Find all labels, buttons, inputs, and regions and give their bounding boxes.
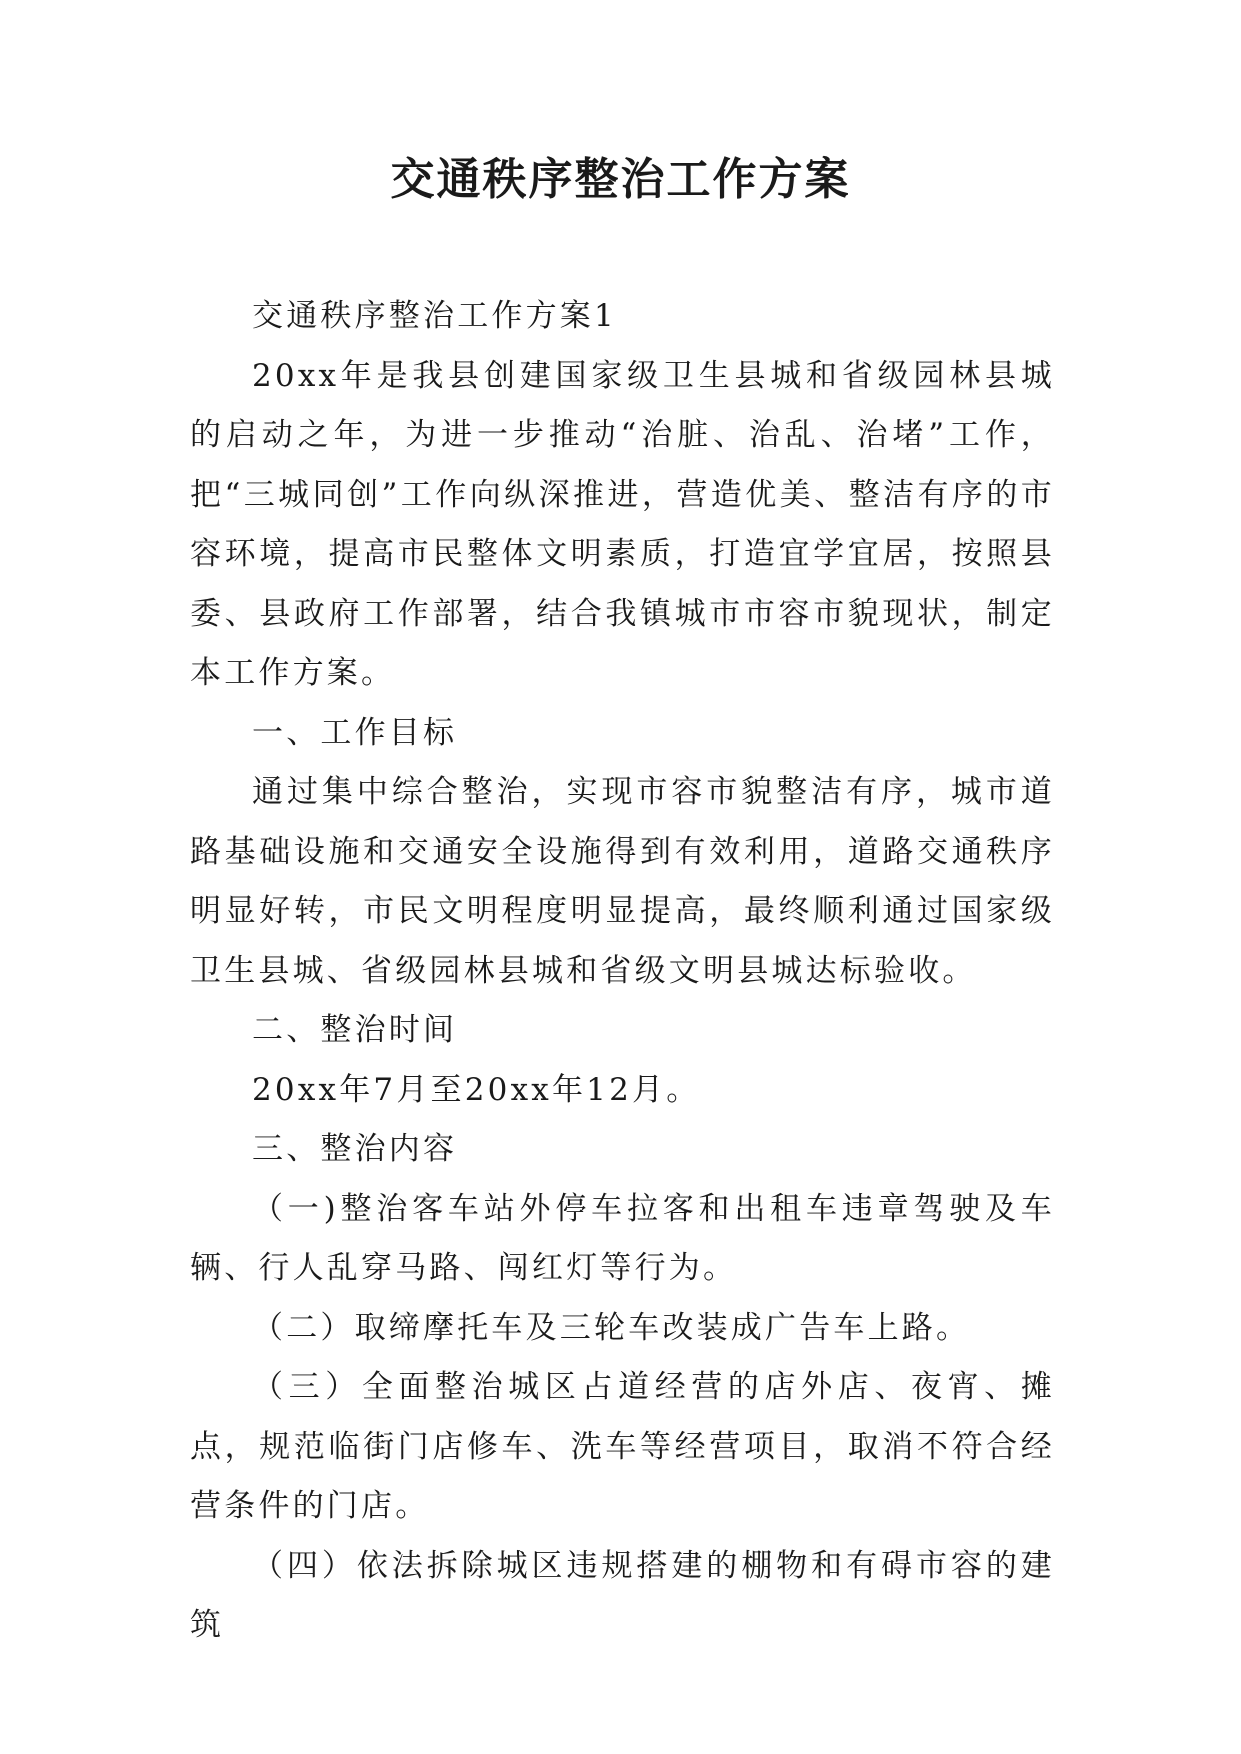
section-heading-content: 三、整治内容 [252,1131,458,1167]
section-heading-time: 二、整治时间 [252,1012,458,1048]
content-item-4: （四）依法拆除城区违规搭建的棚物和有碍市容的建筑 [190,1547,1055,1643]
time-paragraph: 20xx年7月至20xx年12月。 [252,1071,701,1108]
goals-paragraph: 通过集中综合整治，实现市容市貌整洁有序，城市道路基础设施和交通安全设施得到有效利用，道路交通秩序明显好转，市民文明程度明显提高，最终顺利通过国家级卫生县城、省级园林县城和省级文明县城达标验收。 [190,774,1055,989]
content-item-1: （一)整治客车站外停车拉客和出租车违章驾驶及车辆、行人乱穿马路、闯红灯等行为。 [190,1190,1055,1286]
section-heading-goals: 一、工作目标 [252,714,458,751]
subtitle-paragraph: 交通秩序整治工作方案1 [252,298,617,334]
content-item-2: （二）取缔摩托车及三轮车改装成广告车上路。 [252,1309,971,1346]
document-body [190,287,1055,1656]
intro-paragraph: 20xx年是我县创建国家级卫生县城和省级园林县城的启动之年，为进一步推动“治脏、治乱、治堵”工作，把“三城同创”工作向纵深推进，营造优美、整洁有序的市容环境，提高市民整体文明素质，打造宜学宜居，按照县委、县政府工作部署，结合我镇城市市容市貌现状，制定本工作方案。 [190,357,1055,691]
document-title: 交通秩序整治工作方案 [390,154,851,205]
content-item-3: （三）全面整治城区占道经营的店外店、夜宵、摊点，规范临街门店修车、洗车等经营项目，取消不符合经营条件的门店。 [190,1369,1055,1524]
